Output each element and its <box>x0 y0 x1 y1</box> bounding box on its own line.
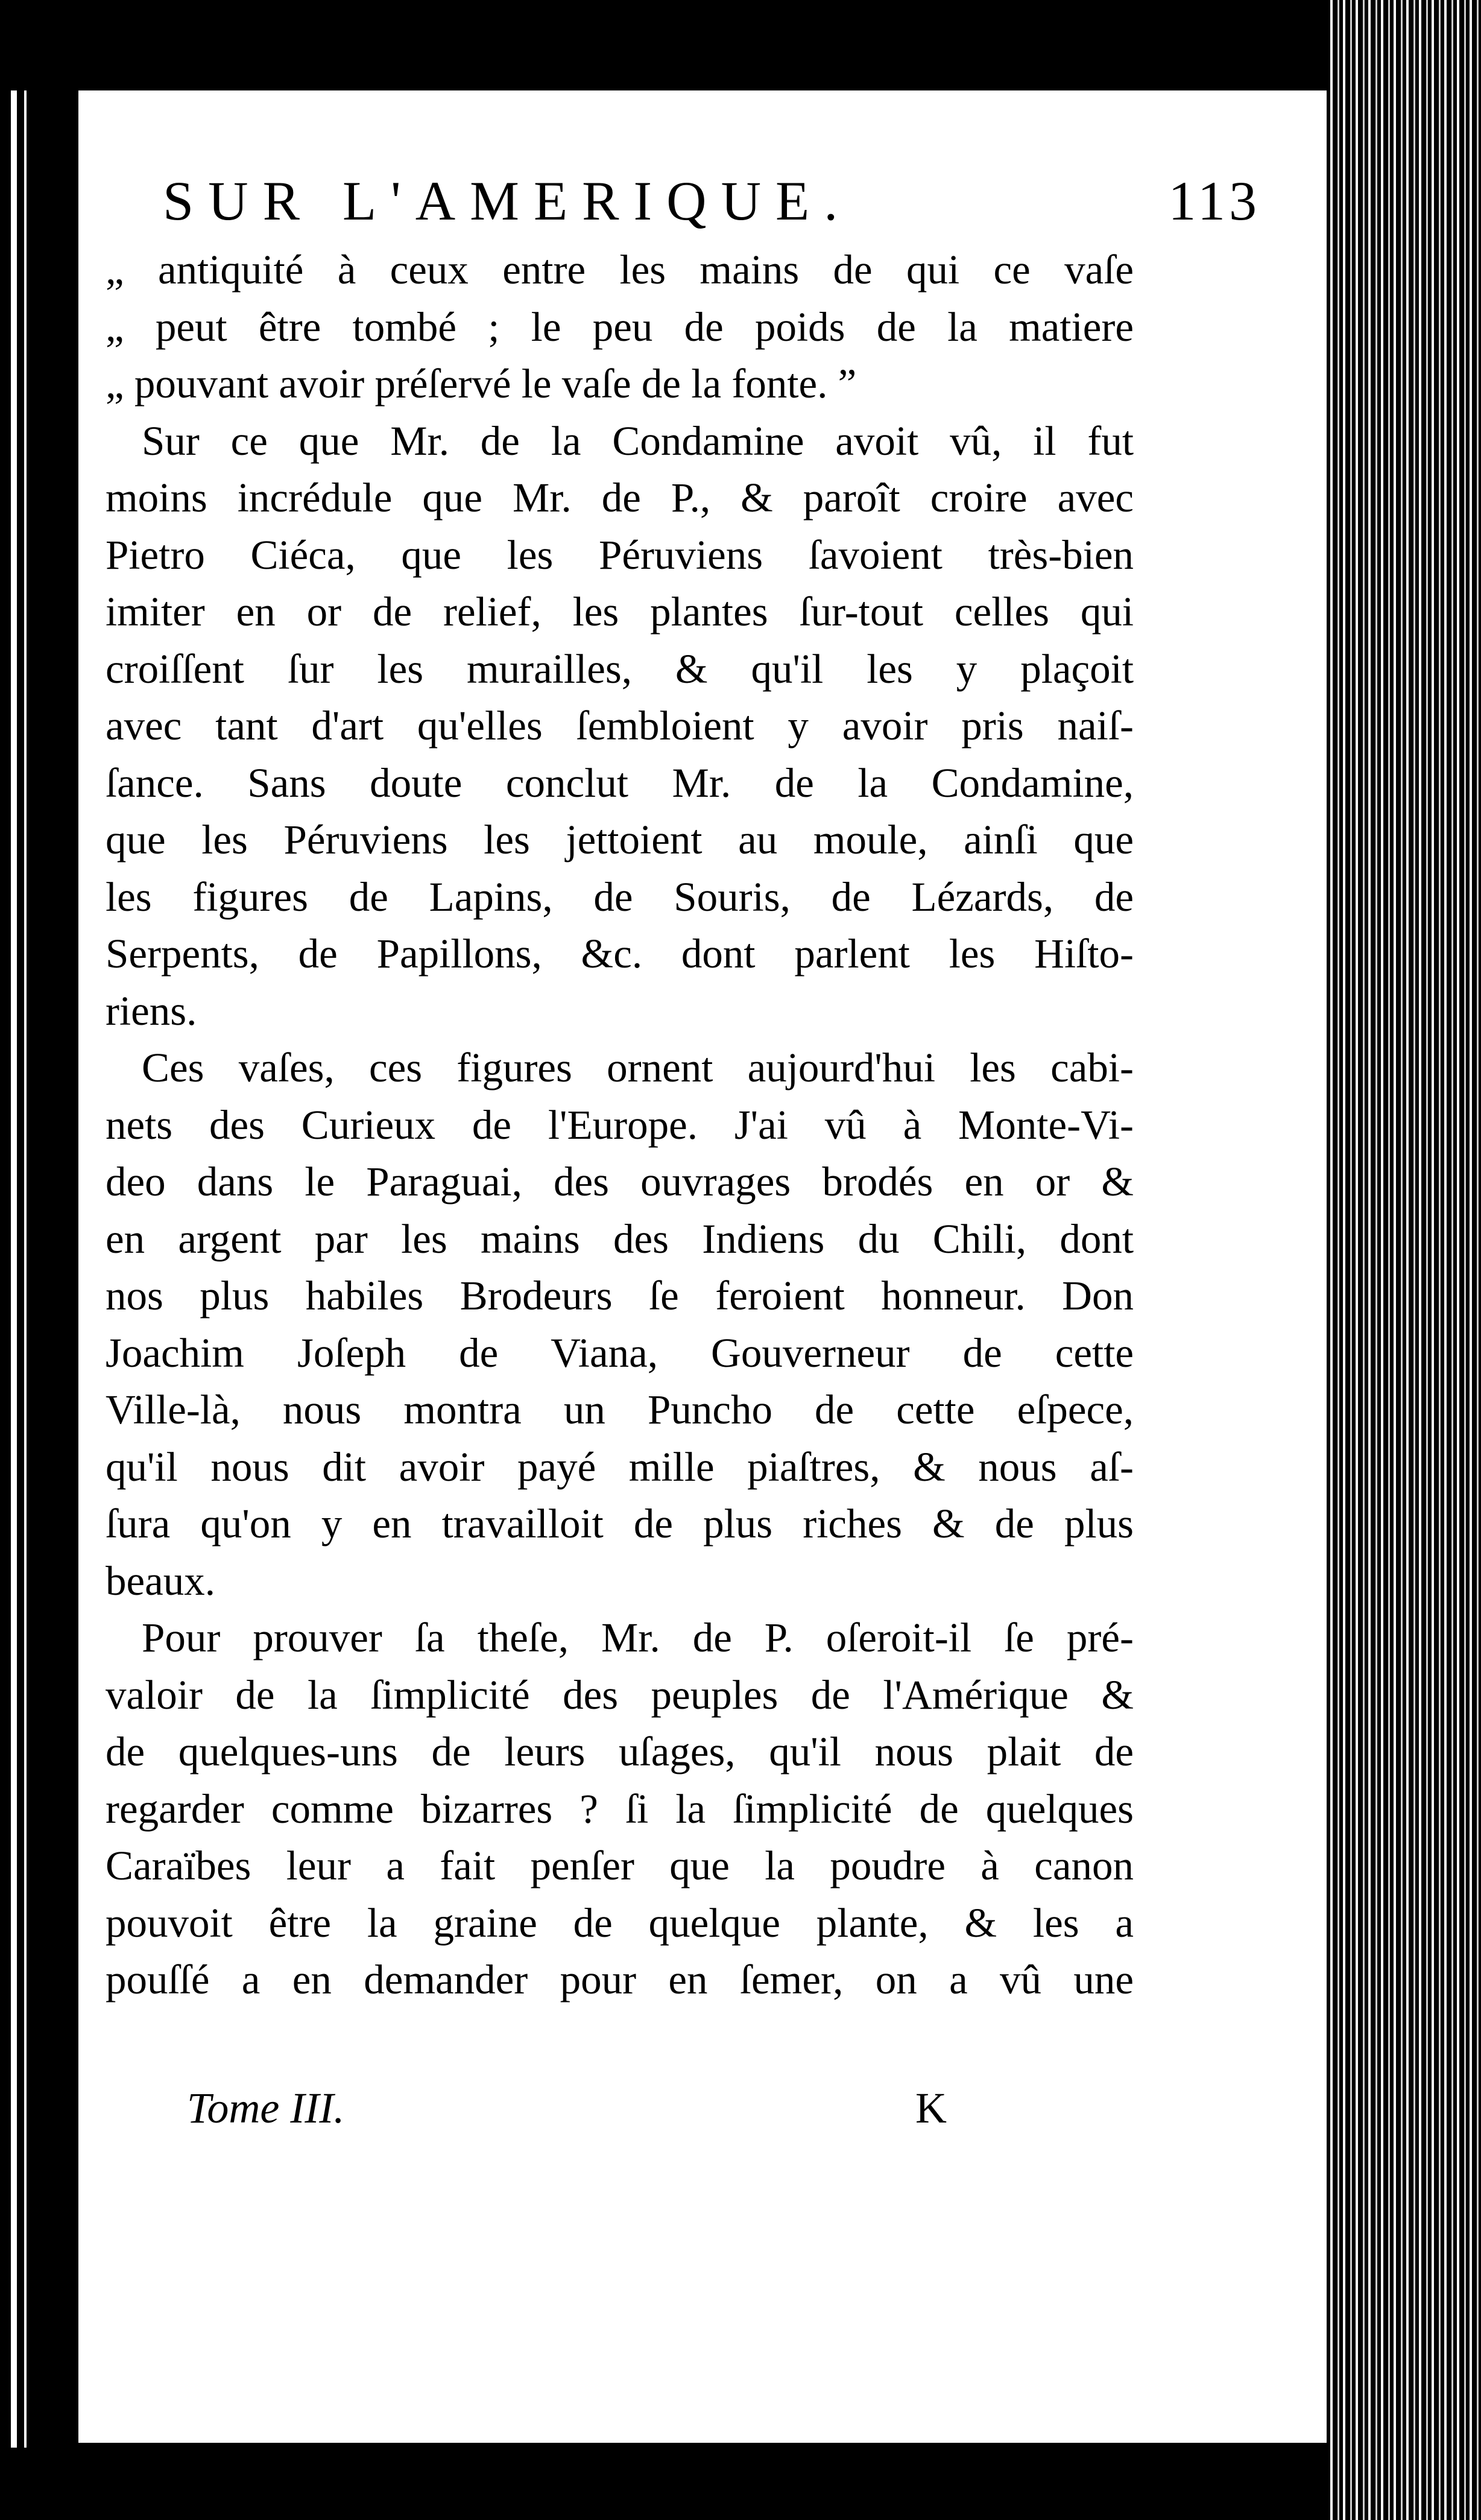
text-line: Pietro Ciéca, que les Péruviens ſavoient très-bien <box>106 531 1134 578</box>
text-line: imiter en or de relief, les plantes ſur-tout celles qui <box>106 589 1134 635</box>
text-line: que les Péruviens les jettoient au moule, ainſi que <box>106 817 1134 863</box>
text-line: valoir de la ſimplicité des peuples de l'Amérique & <box>106 1671 1134 1718</box>
page-number: 113 <box>1168 170 1260 232</box>
right-page-edge <box>1327 0 1481 2520</box>
text-line: Joachim Joſeph de Viana, Gouverneur de cette <box>106 1329 1134 1376</box>
volume-label: Tome III. <box>187 2084 345 2132</box>
text-line: ſance. Sans doute conclut Mr. de la Condamine, <box>106 759 1134 806</box>
running-head-title: SUR L'AMERIQUE. <box>163 170 853 232</box>
edge-line <box>24 90 27 2448</box>
text-line: beaux. <box>106 1557 216 1604</box>
text-line: les figures de Lapins, de Souris, de Lézards, de <box>106 873 1134 920</box>
text-line: en argent par les mains des Indiens du Chili, dont <box>106 1215 1134 1262</box>
text-line: croiſſent ſur les murailles, & qu'il les y plaçoit <box>106 645 1134 692</box>
text-line: „ peut être tombé ; le peu de poids de la matiere <box>106 303 1134 350</box>
text-line: Sur ce que Mr. de la Condamine avoit vû, il fut <box>142 417 1134 464</box>
text-line: Ces vaſes, ces figures ornent aujourd'hui les cabi- <box>142 1045 1134 1091</box>
running-head <box>163 162 1260 240</box>
edge-line <box>11 90 17 2448</box>
text-line: ſura qu'on y en travailloit de plus riches & de plus <box>106 1501 1134 1547</box>
text-line: avec tant d'art qu'elles ſembloient y avoir pris naiſ- <box>106 703 1134 749</box>
text-line: pouſſé a en demander pour en ſemer, on a vû une <box>106 1957 1134 2002</box>
page-footer <box>187 2075 947 2141</box>
body-text <box>106 241 1134 2009</box>
text-line: moins incrédule que Mr. de P., & paroît croire avec <box>106 475 1134 521</box>
text-line: nets des Curieux de l'Europe. J'ai vû à Monte-Vi- <box>106 1101 1134 1148</box>
text-line: deo dans le Paraguai, des ouvrages brodés en or & <box>106 1159 1134 1205</box>
text-line: qu'il nous dit avoir payé mille piaſtres, & nous aſ- <box>106 1443 1134 1490</box>
text-line: regarder comme bizarres ? ſi la ſimplicité de quelques <box>106 1785 1134 1832</box>
signature-mark: K <box>915 2084 947 2132</box>
text-line: Pour prouver ſa theſe, Mr. de P. oſeroit-il ſe pré- <box>142 1615 1134 1660</box>
text-line: riens. <box>106 987 197 1034</box>
text-line: pouvoit être la graine de quelque plante, & les a <box>106 1899 1134 1946</box>
left-page-edge <box>0 0 78 2520</box>
text-line: nos plus habiles Brodeurs ſe feroient honneur. Don <box>106 1273 1134 1319</box>
text-line: „ antiquité à ceux entre les mains de qui ce vaſe <box>106 247 1134 293</box>
text-line: Caraïbes leur a fait penſer que la poudre à canon <box>106 1843 1134 1888</box>
text-line: Ville-là, nous montra un Puncho de cette eſpece, <box>106 1387 1134 1433</box>
text-line: Serpents, de Papillons, &c. dont parlent les Hiſto- <box>106 931 1134 977</box>
text-line: de quelques-uns de leurs uſages, qu'il nous plait de <box>106 1729 1134 1774</box>
text-line: „ pouvant avoir préſervé le vaſe de la fonte. ” <box>106 361 857 407</box>
